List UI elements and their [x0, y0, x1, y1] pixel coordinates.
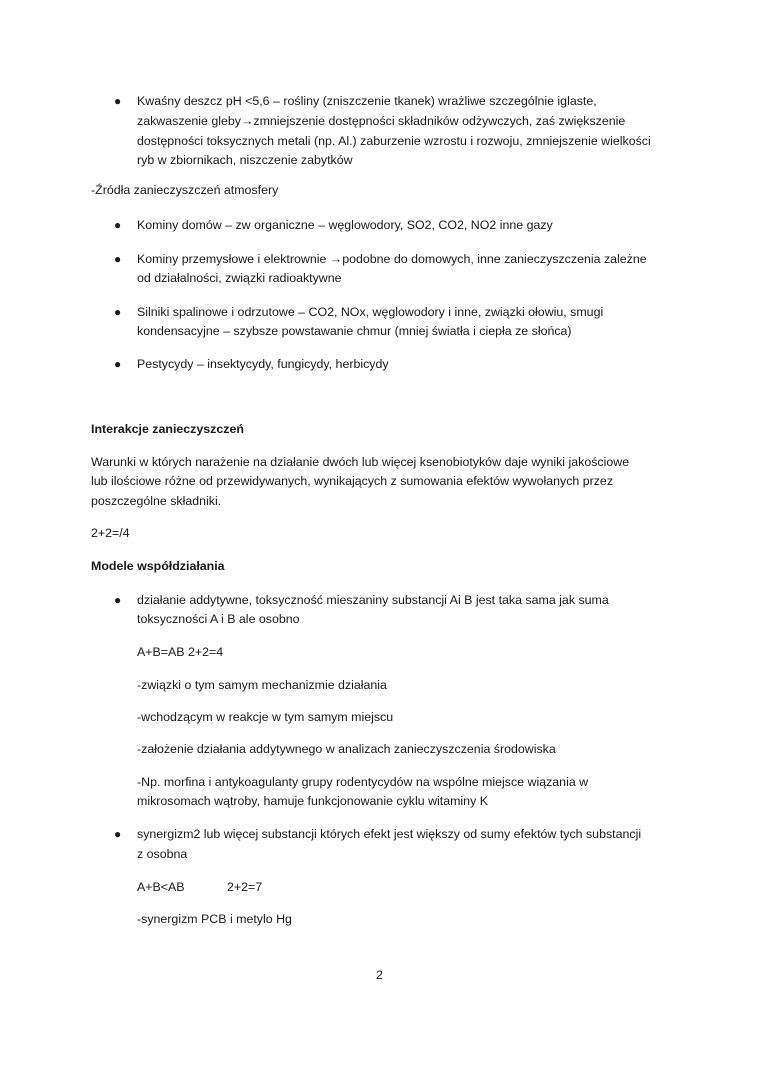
- sources-heading: -Źródła zanieczyszczeń atmosfery: [91, 183, 279, 197]
- source-item-1: Kominy domów – zw organiczne – węglowodory, SO2, CO2, NO2 inne gazy: [137, 218, 553, 232]
- source-item-3-line-2: kondensacyjne – szybsze powstawanie chmur (mniej światła i ciepła ze słońca): [137, 324, 572, 338]
- source-item-4: Pestycydy – insektycydy, fungicydy, herbicydy: [137, 357, 389, 371]
- additive-note-1: -związki o tym samym mechanizmie działania: [137, 678, 387, 692]
- additive-example-line-2: mikrosomach wątroby, hamuje funkcjonowanie cyklu witaminy K: [137, 794, 488, 808]
- additive-note-2: -wchodzącym w reakcje w tym samym miejscu: [137, 710, 394, 724]
- synergy-formula-a: A+B<AB: [137, 880, 185, 894]
- intro-line-3: dostępności toksycznych metali (np. Al.) zaburzenie wzrostu i rozwoju, zmniejszenie wielkości: [137, 134, 651, 148]
- intro-line-2: zakwaszenie gleby→zmniejszenie dostępności składników odżywczych, zaś zwiększenie: [137, 114, 626, 128]
- additive-line-2: toksyczności A i B ale osobno: [137, 612, 300, 626]
- page-number: 2: [376, 968, 383, 982]
- bullet-icon: ●: [114, 357, 122, 371]
- source-item-2-line-2: od działalności, związki radioaktywne: [137, 271, 342, 285]
- interactions-heading: Interakcje zanieczyszczeń: [91, 422, 244, 436]
- synergy-line-1: synergizm2 lub więcej substancji których efekt jest większy od sumy efektów tych substancji: [137, 827, 642, 841]
- synergy-formula-b: 2+2=7: [227, 880, 263, 894]
- bullet-icon: ●: [114, 827, 122, 841]
- bullet-icon: ●: [114, 252, 122, 266]
- interactions-formula: 2+2=/4: [91, 526, 130, 540]
- intro-line-4: ryb w zbiornikach, niszczenie zabytków: [137, 153, 353, 167]
- bullet-icon: ●: [114, 94, 122, 108]
- bullet-icon: ●: [114, 218, 122, 232]
- source-item-3-line-1: Silniki spalinowe i odrzutowe – CO2, NOx, węglowodory i inne, związki ołowiu, smugi: [137, 305, 604, 319]
- additive-line-1: działanie addytywne, toksyczność mieszaniny substancji Ai B jest taka sama jak suma: [137, 593, 609, 607]
- source-item-2-line-1: Kominy przemysłowe i elektrownie →podobne do domowych, inne zanieczyszczenia zależne: [137, 252, 647, 266]
- interactions-paragraph-line-2: lub ilościowe różne od przewidywanych, wynikających z sumowania efektów wywołanych przez: [91, 474, 614, 488]
- additive-example-line-1: -Np. morfina i antykoagulanty grupy rodentycydów na wspólne miejsce wiązania w: [137, 775, 589, 789]
- synergy-line-2: z osobna: [137, 847, 188, 861]
- additive-note-3: -założenie działania addytywnego w analizach zanieczyszczenia środowiska: [137, 742, 556, 756]
- bullet-icon: ●: [114, 305, 122, 319]
- intro-line-1: Kwaśny deszcz pH <5,6 – rośliny (zniszczenie tkanek) wrażliwe szczególnie iglaste,: [137, 94, 597, 108]
- additive-formula: A+B=AB 2+2=4: [137, 645, 224, 659]
- models-heading: Modele współdziałania: [91, 559, 225, 573]
- interactions-paragraph-line-3: poszczególne składniki.: [91, 494, 222, 508]
- bullet-icon: ●: [114, 593, 122, 607]
- synergy-note: -synergizm PCB i metylo Hg: [137, 912, 292, 926]
- interactions-paragraph-line-1: Warunki w których narażenie na działanie dwóch lub więcej ksenobiotyków daje wyniki jakościowe: [91, 455, 630, 469]
